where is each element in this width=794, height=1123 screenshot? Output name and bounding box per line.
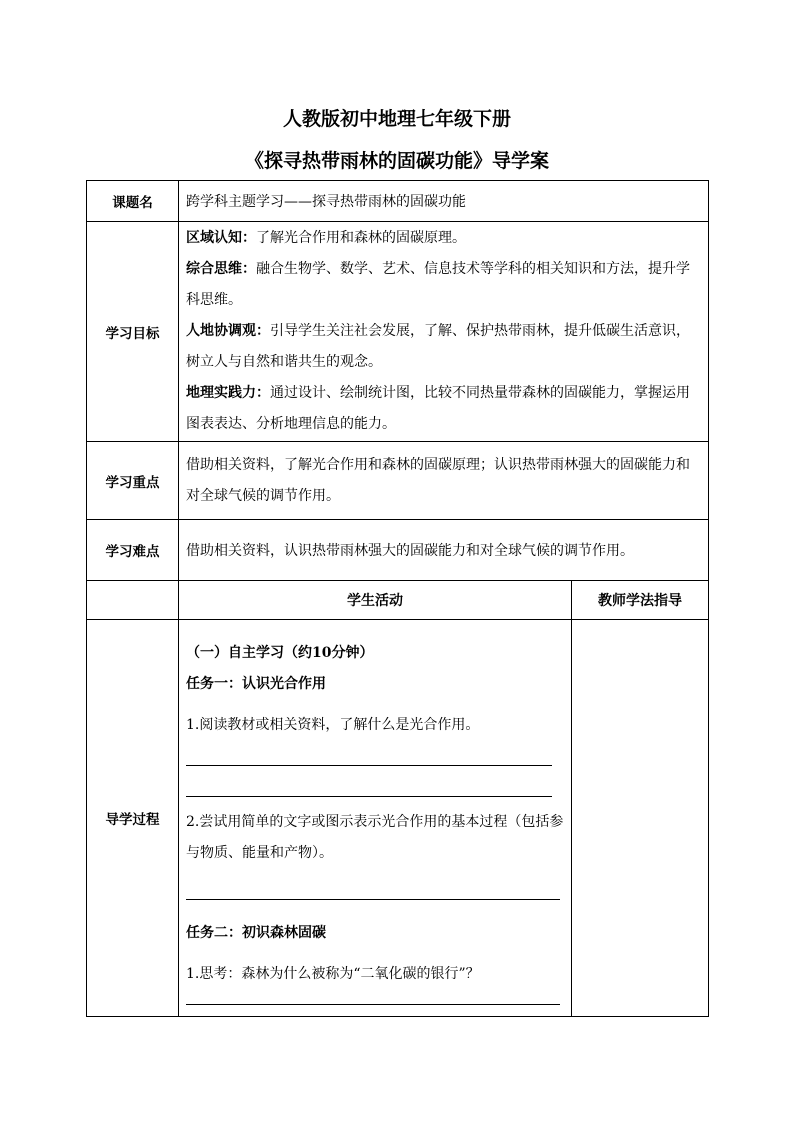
goals-row bbox=[87, 222, 709, 442]
goal-text: 融合生物学、数学、艺术、信息技术等学科的相关知识和方法，提升学科思维。 bbox=[186, 261, 690, 308]
task2-question1: 1.思考：森林为什么被称为“二氧化碳的银行”？ bbox=[186, 966, 480, 982]
goal-text: 引导学生关注社会发展，了解、保护热带雨林，提升低碳生活意识，树立人与自然和谐共生的观念。 bbox=[186, 323, 690, 370]
teacher-guidance-cell bbox=[572, 620, 709, 1017]
section-heading: （一）自主学习（约10分钟） bbox=[186, 645, 374, 661]
goal-item bbox=[186, 254, 701, 316]
key-points-value: 借助相关资料，了解光合作用和森林的固碳原理；认识热带雨林强大的固碳能力和对全球气候的调节作用。 bbox=[179, 442, 709, 520]
document-subtitle: 《探寻热带雨林的固碳功能》导学案 bbox=[244, 150, 549, 172]
goal-heading: 区域认知： bbox=[186, 230, 256, 246]
goal-item bbox=[186, 378, 701, 440]
difficulties-label: 学习难点 bbox=[87, 520, 179, 581]
column-header-row bbox=[87, 581, 709, 620]
empty-header-cell bbox=[87, 581, 179, 620]
difficulties-value: 借助相关资料，认识热带雨林强大的固碳能力和对全球气候的调节作用。 bbox=[179, 520, 709, 581]
goal-text: 通过设计、绘制统计图，比较不同热量带森林的固碳能力，掌握运用图表表达、分析地理信息的能力。 bbox=[186, 385, 690, 432]
goals-content bbox=[179, 222, 709, 442]
goal-heading: 综合思维： bbox=[186, 261, 256, 277]
goal-heading: 人地协调观： bbox=[186, 323, 270, 339]
task1-title: 任务一：认识光合作用 bbox=[186, 676, 326, 692]
answer-line bbox=[186, 1004, 560, 1005]
topic-value: 跨学科主题学习——探寻热带雨林的固碳功能 bbox=[179, 181, 709, 222]
teacher-guidance-header: 教师学法指导 bbox=[572, 581, 709, 620]
process-row bbox=[87, 620, 709, 1017]
goal-item bbox=[186, 223, 701, 254]
task2-title: 任务二：初识森林固碳 bbox=[186, 925, 326, 941]
goals-label: 学习目标 bbox=[87, 222, 179, 442]
document-title: 人教版初中地理七年级下册 bbox=[282, 108, 511, 130]
student-activity-header: 学生活动 bbox=[179, 581, 572, 620]
process-label: 导学过程 bbox=[87, 620, 179, 1017]
task1-question1: 1.阅读教材或相关资料，了解什么是光合作用。 bbox=[186, 717, 480, 733]
student-activity-cell bbox=[179, 620, 572, 1017]
topic-row bbox=[87, 181, 709, 222]
study-guide-table bbox=[86, 180, 709, 1017]
goal-text: 了解光合作用和森林的固碳原理。 bbox=[256, 230, 466, 246]
key-points-row bbox=[87, 442, 709, 520]
difficulties-row bbox=[87, 520, 709, 581]
key-points-label: 学习重点 bbox=[87, 442, 179, 520]
goal-item bbox=[186, 316, 701, 378]
topic-label: 课题名 bbox=[87, 181, 179, 222]
goal-heading: 地理实践力： bbox=[186, 385, 270, 401]
task1-question2: 2.尝试用简单的文字或图示表示光合作用的基本过程（包括参与物质、能量和产物）。 bbox=[186, 814, 564, 861]
